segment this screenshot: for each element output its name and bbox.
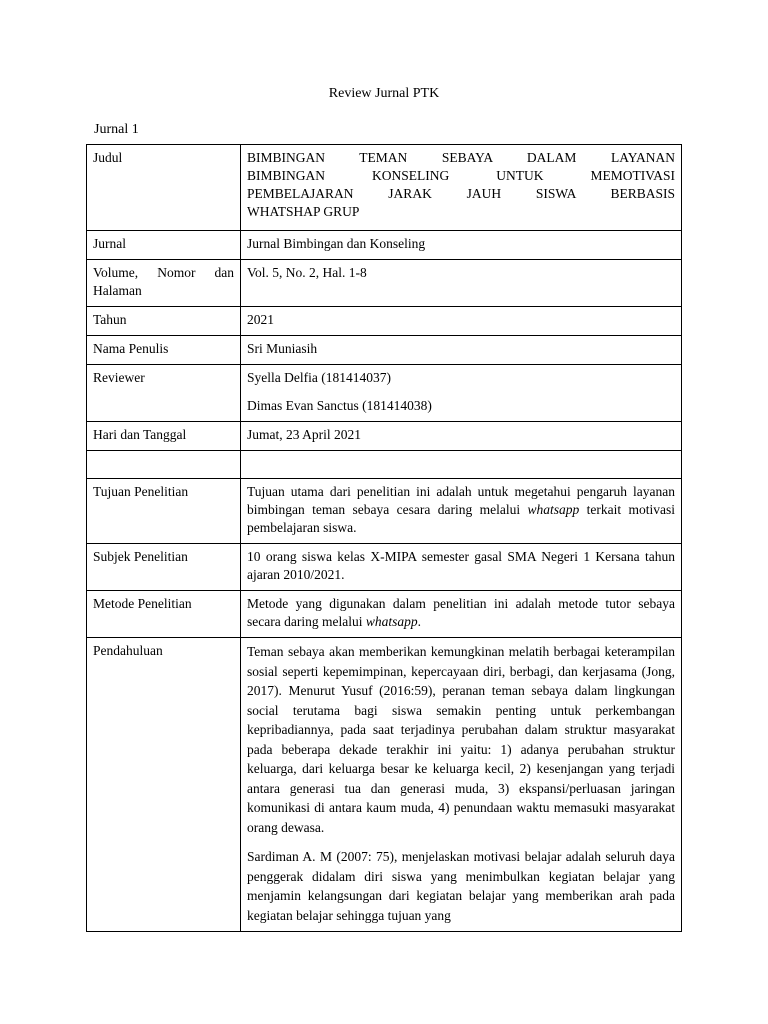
label-tahun: Tahun [87,307,241,336]
label-volume: Volume, Nomor dan Halaman [87,260,241,307]
label-subjek: Subjek Penelitian [87,544,241,591]
judul-line-2: BIMBINGAN KONSELING UNTUK MEMOTIVASI [247,168,675,183]
value-tujuan [241,479,682,544]
label-jurnal: Jurnal [87,231,241,260]
judul-line-4: WHATSHAP GRUP [247,204,360,219]
label-reviewer: Reviewer [87,365,241,422]
value-tahun: 2021 [241,307,682,336]
metode-text-end: . [417,614,421,629]
value-subjek: 10 orang siswa kelas X-MIPA semester gasal SMA Negeri 1 Kersana tahun ajaran 2010/2021. [241,544,682,591]
row-volume [87,260,682,307]
row-hari [87,422,682,451]
value-jurnal: Jurnal Bimbingan dan Konseling [241,231,682,260]
pendahuluan-paragraph-1: Teman sebaya akan memberikan kemungkinan melatih berbagai keterampilan sosial seperti kepemimpinan, kepercayaan diri, berbagi, dan kerjasama (Jong, 2017). Menurut Yusuf (2016:59), peranan teman sebaya dalam lingkungan social terutama bagi siswa semakin penting untuk perkembangan kepribadiannya, pada saat terjadinya perubahan dalam struktur masyarakat pada beberapa dekade terakhir ini yaitu: 1) adanya perubahan struktur keluarga, dari keluarga besar ke keluarga kecil, 2) kesenjangan yang terjadi antara generasi tua dan generasi muda, 3) ekspansi/perluasan jaringan komunikasi di antara kaum muda, 4) penundaan waktu memasuki masyarakat orang dewasa. [247,644,675,835]
row-penulis [87,336,682,365]
row-empty [87,451,682,479]
row-tahun [87,307,682,336]
judul-line-3: PEMBELAJARAN JARAK JAUH SISWA BERBASIS [247,186,675,201]
label-tujuan: Tujuan Penelitian [87,479,241,544]
tujuan-italic: whatsapp [527,502,580,517]
page-title: Review Jurnal PTK [328,86,440,101]
judul-line-1: BIMBINGAN TEMAN SEBAYA DALAM LAYANAN [247,150,675,165]
empty-label-cell [87,451,241,479]
row-judul [87,145,682,231]
review-table [86,144,682,932]
value-reviewer [241,365,682,422]
value-pendahuluan [241,638,682,932]
row-subjek [87,544,682,591]
pendahuluan-paragraph-2: Sardiman A. M (2007: 75), menjelaskan motivasi belajar adalah seluruh daya penggerak didalam diri siswa yang menimbulkan kegiatan belajar yang menjamin kelangsungan dari kegiatan belajar yang memberikan arah pada kegiatan belajar sehingga tujuan yang [247,849,675,923]
value-judul [241,145,682,231]
tujuan-text: Tujuan utama dari penelitian ini adalah untuk megetahui pengaruh layanan bimbingan teman sebaya cesara daring melalui [247,484,675,517]
metode-text: Metode yang digunakan dalam penelitian ini adalah metode tutor sebaya secara daring melalui [247,596,675,629]
empty-value-cell [241,451,682,479]
row-jurnal [87,231,682,260]
label-hari: Hari dan Tanggal [87,422,241,451]
value-penulis: Sri Muniasih [241,336,682,365]
row-pendahuluan [87,638,682,932]
label-penulis: Nama Penulis [87,336,241,365]
value-hari: Jumat, 23 April 2021 [241,422,682,451]
label-metode: Metode Penelitian [87,591,241,638]
metode-italic: whatsapp [365,614,418,629]
reviewer-1: Syella Delfia (181414037) [247,370,391,385]
row-tujuan [87,479,682,544]
journal-section-label: Jurnal 1 [94,122,139,137]
value-metode [241,591,682,638]
label-pendahuluan: Pendahuluan [87,638,241,932]
reviewer-2: Dimas Evan Sanctus (181414038) [247,398,432,413]
label-judul: Judul [87,145,241,231]
row-metode [87,591,682,638]
tujuan-text-end: terkait motivasi pembelajaran siswa. [247,502,676,535]
row-reviewer [87,365,682,422]
value-volume: Vol. 5, No. 2, Hal. 1-8 [241,260,682,307]
